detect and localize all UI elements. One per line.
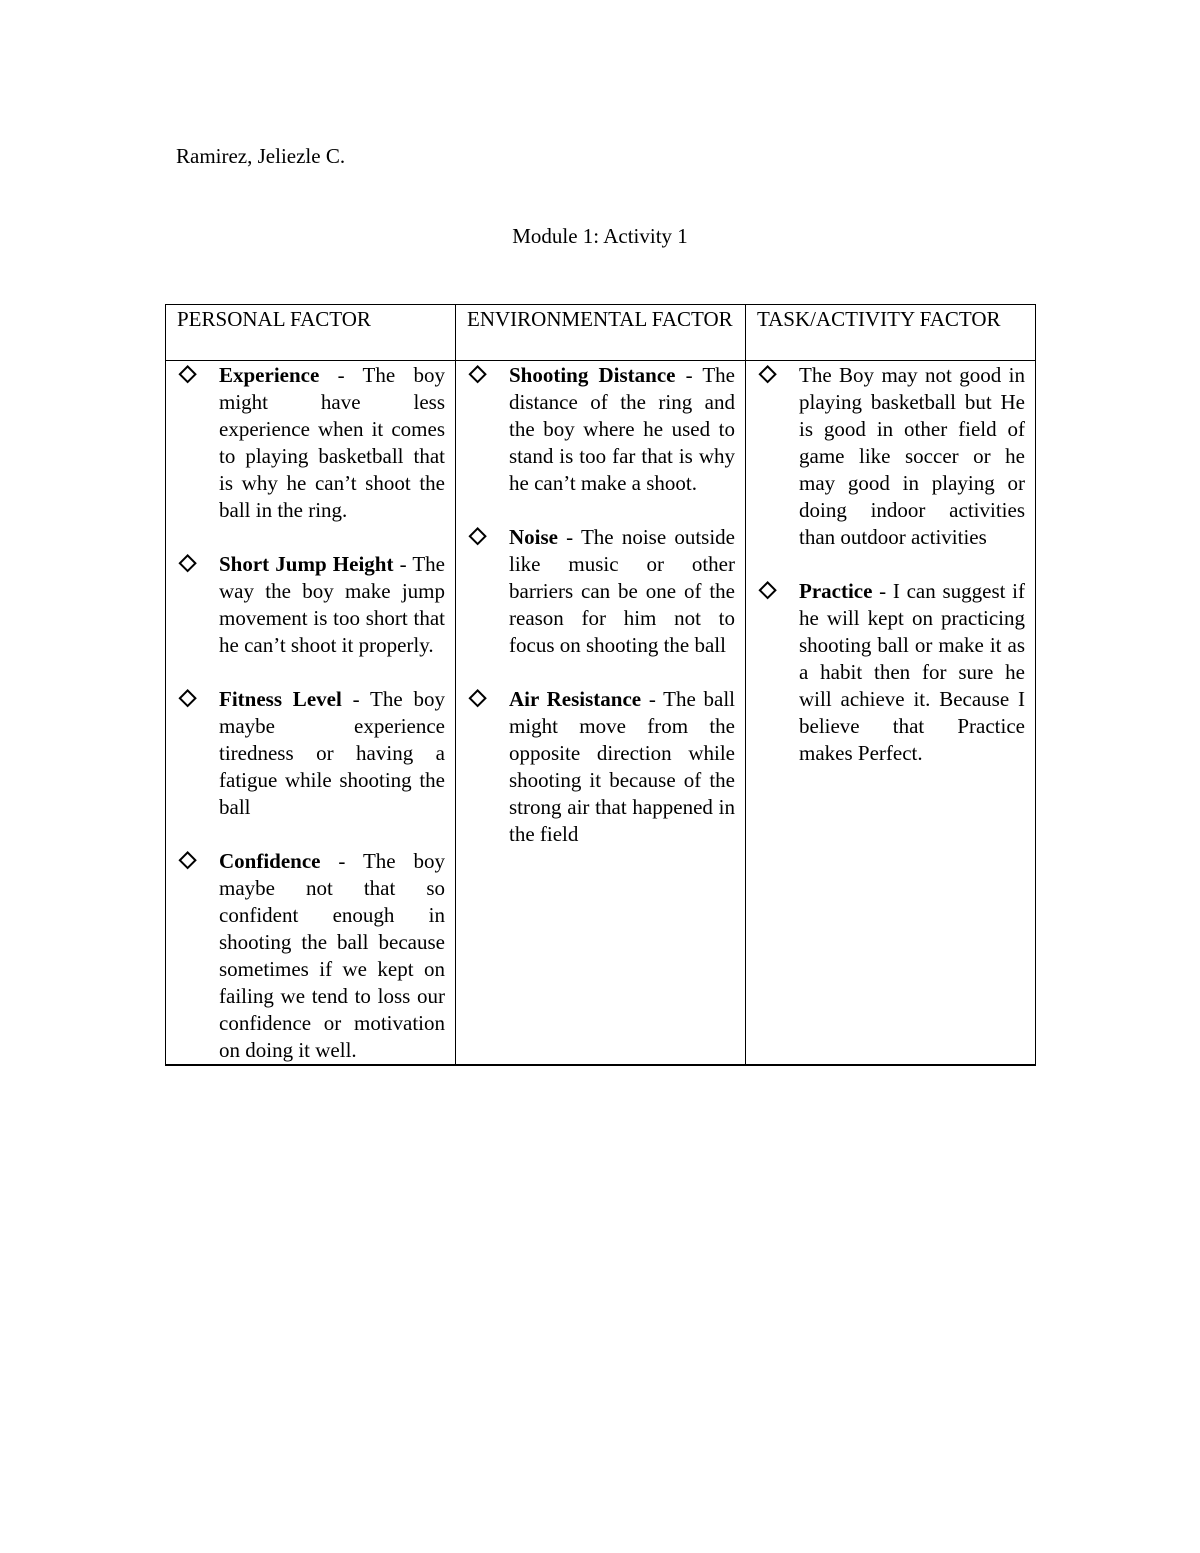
diamond-bullet-icon <box>758 365 776 383</box>
body-row <box>166 361 1036 1066</box>
factor-separator: - <box>872 579 893 603</box>
factor-term: Shooting Distance <box>509 363 676 387</box>
factor-text: The boy maybe not that so confident enough in shooting the ball because sometimes if we kept on failing we tend to loss our confidence or motivation on doing it well. <box>219 849 445 1062</box>
header-environmental-factor: ENVIRONMENTAL FACTOR <box>456 305 746 361</box>
environmental-factor-cell <box>456 361 746 1066</box>
factor-term: Fitness Level <box>219 687 342 711</box>
factor-term: Noise <box>509 525 558 549</box>
factor-term: Air Resistance <box>509 687 642 711</box>
diamond-bullet-icon <box>178 851 196 869</box>
factor-term: Confidence <box>219 849 321 873</box>
factor-separator: - <box>341 687 371 711</box>
list-item <box>467 686 735 848</box>
factor-separator: - <box>641 687 664 711</box>
factor-text: The ball might move from the opposite direction while shooting it because of the strong air that happened in the field <box>509 687 735 846</box>
environmental-factor-list <box>467 362 735 848</box>
list-item <box>467 362 735 497</box>
factor-text: The way the boy make jump movement is too short that he can’t shoot it properly. <box>219 552 445 657</box>
factor-term: Practice <box>799 579 873 603</box>
factor-text: The distance of the ring and the boy where he used to stand is too far that is why he can’t make a shoot. <box>509 363 735 495</box>
list-item <box>757 362 1025 551</box>
factor-text: I can suggest if he will kept on practicing shooting ball or make it as a habit then for sure he will achieve it. Because I believe that Practice makes Perfect. <box>799 579 1025 765</box>
factor-separator: - <box>393 552 413 576</box>
diamond-bullet-icon <box>468 689 486 707</box>
factors-table <box>165 304 1036 1066</box>
header-personal-factor: PERSONAL FACTOR <box>166 305 456 361</box>
personal-factor-list <box>177 362 445 1064</box>
diamond-bullet-icon <box>468 365 486 383</box>
factor-text: The boy might have less experience when it comes to playing basketball that is why he can’t shoot the ball in the ring. <box>219 363 445 522</box>
diamond-bullet-icon <box>758 581 776 599</box>
factor-text: The noise outside like music or other barriers can be one of the reason for him not to focus on shooting the ball <box>509 525 735 657</box>
personal-factor-cell <box>166 361 456 1066</box>
factor-text: The boy maybe experience tiredness or having a fatigue while shooting the ball <box>219 687 445 819</box>
author-name: Ramirez, Jeliezle C. <box>176 144 346 168</box>
list-item <box>467 524 735 659</box>
list-item <box>757 578 1025 767</box>
list-item <box>177 686 445 821</box>
diamond-bullet-icon <box>468 527 486 545</box>
task-activity-factor-cell <box>746 361 1036 1066</box>
diamond-bullet-icon <box>178 365 196 383</box>
task-activity-factor-list <box>757 362 1025 767</box>
list-item <box>177 848 445 1064</box>
factor-separator: - <box>319 363 363 387</box>
factor-term: Experience <box>219 363 320 387</box>
diamond-bullet-icon <box>178 689 196 707</box>
list-item <box>177 551 445 659</box>
list-item <box>177 362 445 524</box>
document-title: Module 1: Activity 1 <box>512 224 688 248</box>
factor-separator: - <box>558 525 581 549</box>
diamond-bullet-icon <box>178 554 196 572</box>
header-task-activity-factor: TASK/ACTIVITY FACTOR <box>746 305 1036 361</box>
factor-term: Short Jump Height <box>219 552 394 576</box>
factor-text: The Boy may not good in playing basketball but He is good in other field of game like soccer or he may good in playing or doing indoor activities than outdoor activities <box>799 363 1025 549</box>
header-row <box>166 305 1036 361</box>
factor-separator: - <box>320 849 363 873</box>
factor-separator: - <box>675 363 703 387</box>
